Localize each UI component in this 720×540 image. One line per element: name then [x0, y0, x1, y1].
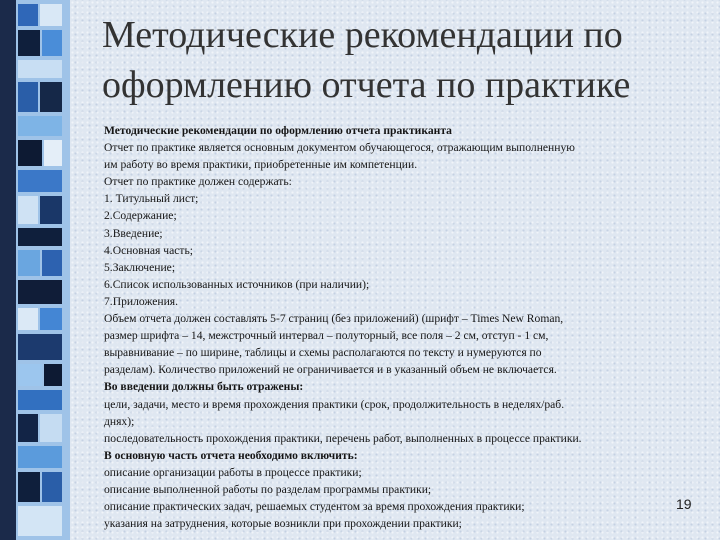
main-section-label: В основную часть отчета необходимо включить: — [104, 448, 358, 462]
body-text-line: размер шрифта – 14, межстрочный интервал – полуторный, все поля – 2 см, отступ - 1 см, — [104, 329, 549, 343]
contents-label: Отчет по практике должен содержать: — [104, 175, 292, 189]
list-item: 5.Заключение; — [104, 260, 176, 274]
body-heading: Методические рекомендации по оформлению отчета практиканта — [104, 124, 452, 137]
body-text-line: днях); — [104, 414, 135, 428]
list-item: описание выполненной работы по разделам программы практики; — [104, 482, 432, 496]
body-text-line: выравнивание – по ширине, таблицы и схемы располагаются по тексту и нумеруются по — [104, 346, 542, 360]
list-item: 2.Содержание; — [104, 209, 177, 223]
list-item: 6.Список использованных источников (при наличии); — [104, 277, 370, 291]
slide-title — [102, 10, 702, 110]
body-text-line: Отчет по практике является основным документом обучающегося, отражающим выполненную — [104, 141, 575, 155]
list-item: описание практических задач, решаемых студентом за время прохождения практики; — [104, 500, 525, 514]
slide-body — [104, 122, 704, 532]
list-item: 4.Основная часть; — [104, 243, 193, 257]
intro-section-label: Во введении должны быть отражены: — [104, 380, 304, 394]
slide-title-line-2: оформлению отчета по практике — [102, 64, 631, 106]
body-text-line: разделам). Количество приложений не ограничивается и в указанный объем не включается. — [104, 363, 557, 377]
list-item: описание организации работы в процессе практики; — [104, 465, 362, 479]
body-text-line: цели, задачи, место и время прохождения практики (срок, продолжительность в неделях/раб. — [104, 397, 565, 411]
body-text-line: последовательность прохождения практики, перечень работ, выполненных в процессе практики. — [104, 431, 582, 445]
list-item: 7.Приложения. — [104, 294, 179, 308]
slide-title-line-1: Методические рекомендации по — [102, 14, 623, 56]
body-text-line: Объем отчета должен составлять 5-7 страниц (без приложений) (шрифт – Times New Roman, — [104, 312, 564, 326]
list-item: 1. Титульный лист; — [104, 192, 199, 206]
decorative-stripe — [0, 0, 70, 540]
body-text-line: им работу во время практики, приобретенные им компетенции. — [104, 158, 418, 172]
list-item: указания на затруднения, которые возникли при прохождении практики; — [104, 517, 462, 531]
list-item: 3.Введение; — [104, 226, 163, 240]
page-number: 19 — [676, 496, 692, 512]
